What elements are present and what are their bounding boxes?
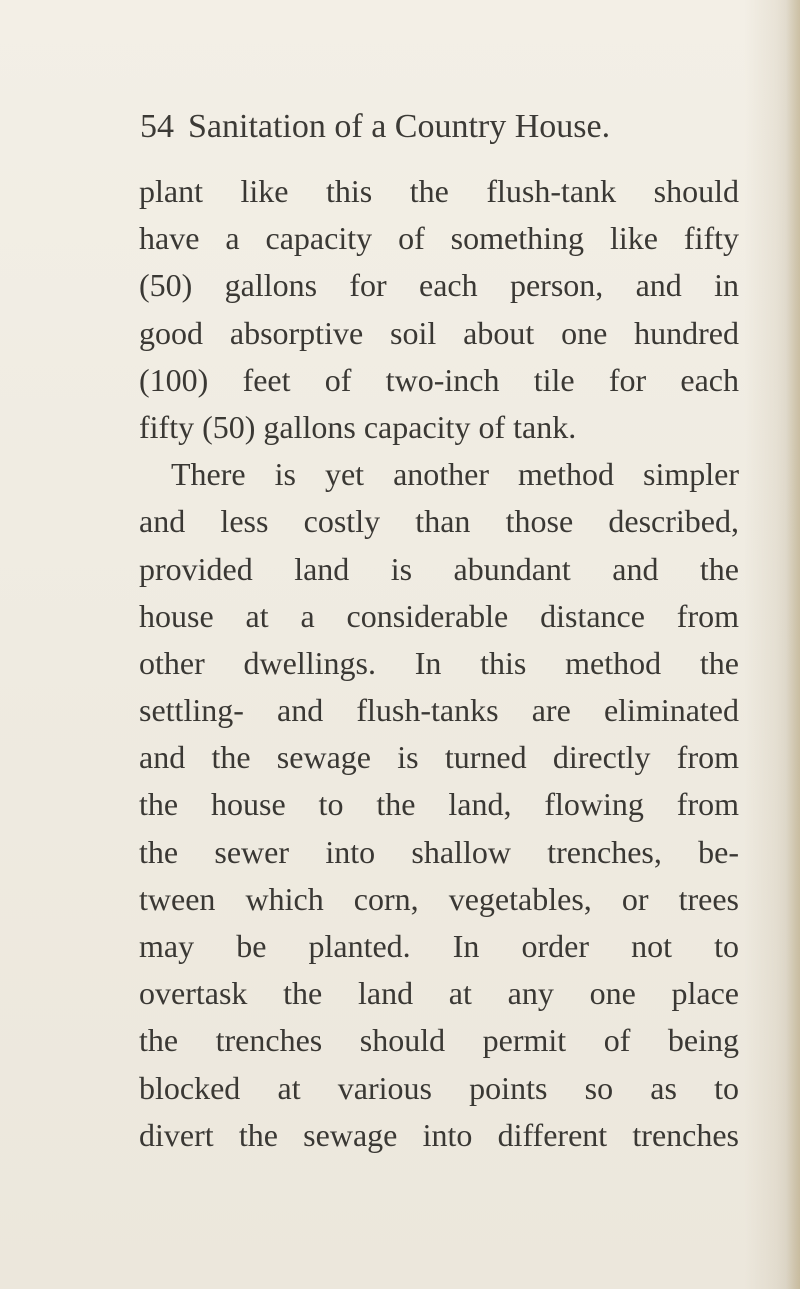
text-line: the house to the land, flowing from xyxy=(139,786,739,823)
running-head xyxy=(140,108,740,158)
text-line: tween which corn, vegetables, or trees xyxy=(139,880,739,917)
text-line: have a capacity of something like fifty xyxy=(139,220,739,257)
paragraph-first-line: There is yet another method simpler xyxy=(171,456,739,493)
text-line: good absorptive soil about one hundred xyxy=(139,314,739,351)
text-line: (50) gallons for each person, and in xyxy=(139,267,739,304)
page-edge-shadow xyxy=(786,0,800,1289)
text-line: other dwellings. In this method the xyxy=(139,644,739,681)
page-number: 54 xyxy=(140,108,174,145)
text-line: and the sewage is turned directly from xyxy=(139,739,739,776)
text-line: house at a considerable distance from xyxy=(139,597,739,634)
text-line: the sewer into shallow trenches, be- xyxy=(139,833,739,870)
text-line: may be planted. In order not to xyxy=(139,928,739,964)
text-line: (100) feet of two-inch tile for each xyxy=(139,361,739,398)
text-line: and less costly than those described, xyxy=(139,503,739,540)
text-line: blocked at various points so as to xyxy=(139,1069,739,1106)
text-line: settling- and flush-tanks are eliminated xyxy=(139,692,739,729)
body-text xyxy=(139,168,739,1159)
text-line: provided land is abundant and the xyxy=(139,550,739,587)
running-title: Sanitation of a Country House. xyxy=(188,108,611,145)
text-line: the trenches should permit of being xyxy=(139,1022,739,1059)
text-line: divert the sewage into different trenches xyxy=(139,1116,739,1153)
text-line: plant like this the flush-tank should xyxy=(139,173,739,209)
text-line: fifty (50) gallons capacity of tank. xyxy=(139,408,577,445)
text-line: overtask the land at any one place xyxy=(139,975,739,1012)
